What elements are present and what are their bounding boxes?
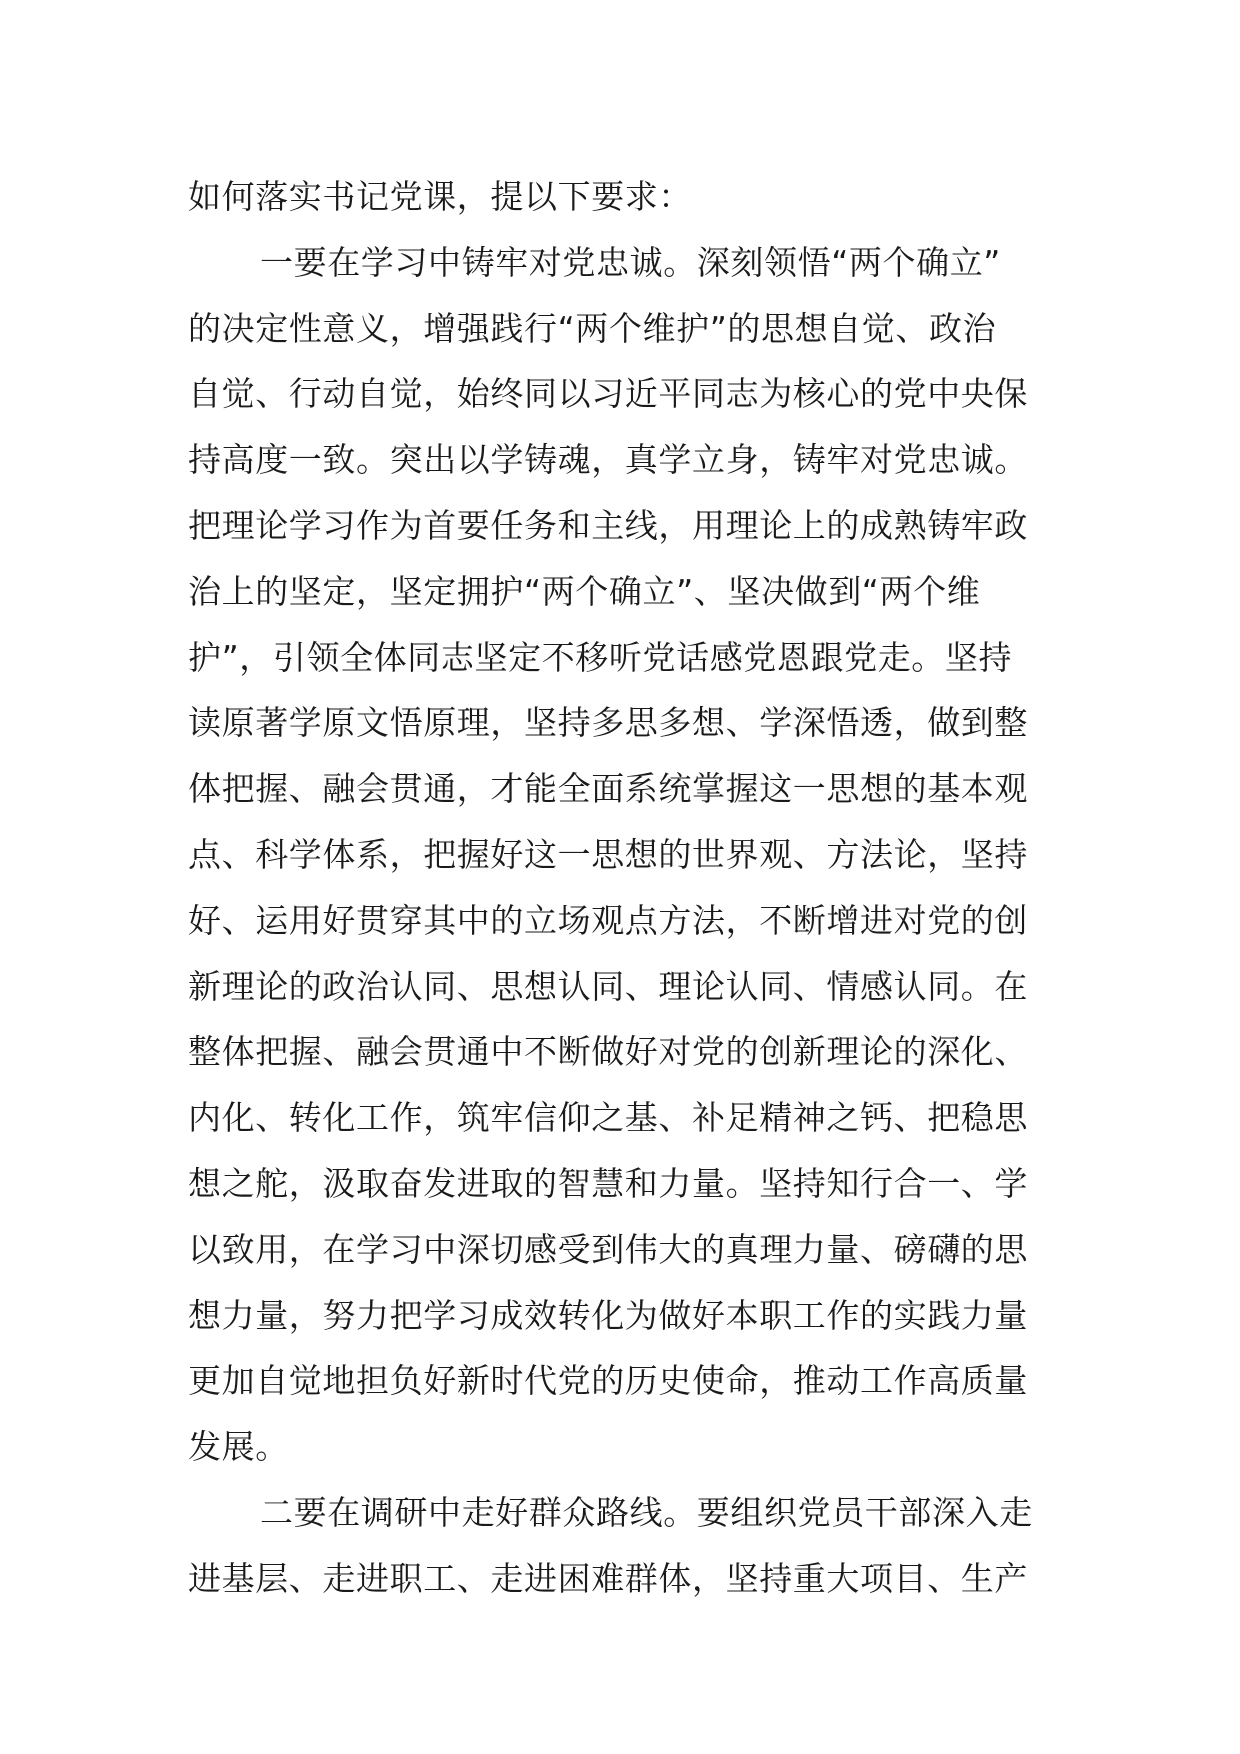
text-line: 的决定性意义，增强践行“两个维护”的思想自觉、政治 [188,308,997,348]
text-line: 护”，引领全体同志坚定不移听党话感党恩跟党走。坚持 [188,637,1013,677]
text-line: 新理论的政治认同、思想认同、理论认同、情感认同。在 [188,966,1028,1006]
text-line: 整体把握、融会贯通中不断做好对党的创新理论的深化、 [188,1032,1028,1072]
paragraph-first-line: 二要在调研中走好群众路线。要组织党员干部深入走 [260,1492,1033,1532]
text-line: 自觉、行动自觉，始终同以习近平同志为核心的党中央保 [188,374,1028,414]
paragraph-first-line: 一要在学习中铸牢对党忠诚。深刻领悟“两个确立” [260,242,1001,282]
text-line: 点、科学体系，把握好这一思想的世界观、方法论，坚持 [188,834,1028,874]
text-line: 如何落实书记党课，提以下要求： [188,177,692,216]
text-line: 好、运用好贯穿其中的立场观点方法，不断增进对党的创 [188,900,1028,940]
text-line: 体把握、融会贯通，才能全面系统掌握这一思想的基本观 [188,769,1028,809]
text-line: 治上的坚定，坚定拥护“两个确立”、坚决做到“两个维 [188,571,981,611]
text-line: 进基层、走进职工、走进困难群体，坚持重大项目、生产 [188,1558,1028,1598]
text-line: 想之舵，汲取奋发进取的智慧和力量。坚持知行合一、学 [188,1163,1028,1203]
text-line: 内化、转化工作，筑牢信仰之基、补足精神之钙、把稳思 [188,1098,1028,1138]
document-body [188,164,1066,1612]
text-line: 以致用，在学习中深切感受到伟大的真理力量、磅礴的思 [188,1229,1028,1269]
text-line: 想力量，努力把学习成效转化为做好本职工作的实践力量 [188,1295,1028,1335]
text-line: 把理论学习作为首要任务和主线，用理论上的成熟铸牢政 [188,505,1028,545]
text-line: 持高度一致。突出以学铸魂，真学立身，铸牢对党忠诚。 [188,440,1028,480]
text-line: 读原著学原文悟原理，坚持多思多想、学深悟透，做到整 [188,703,1028,743]
text-line: 更加自觉地担负好新时代党的历史使命，推动工作高质量 [188,1361,1028,1401]
text-line: 发展。 [188,1427,289,1467]
